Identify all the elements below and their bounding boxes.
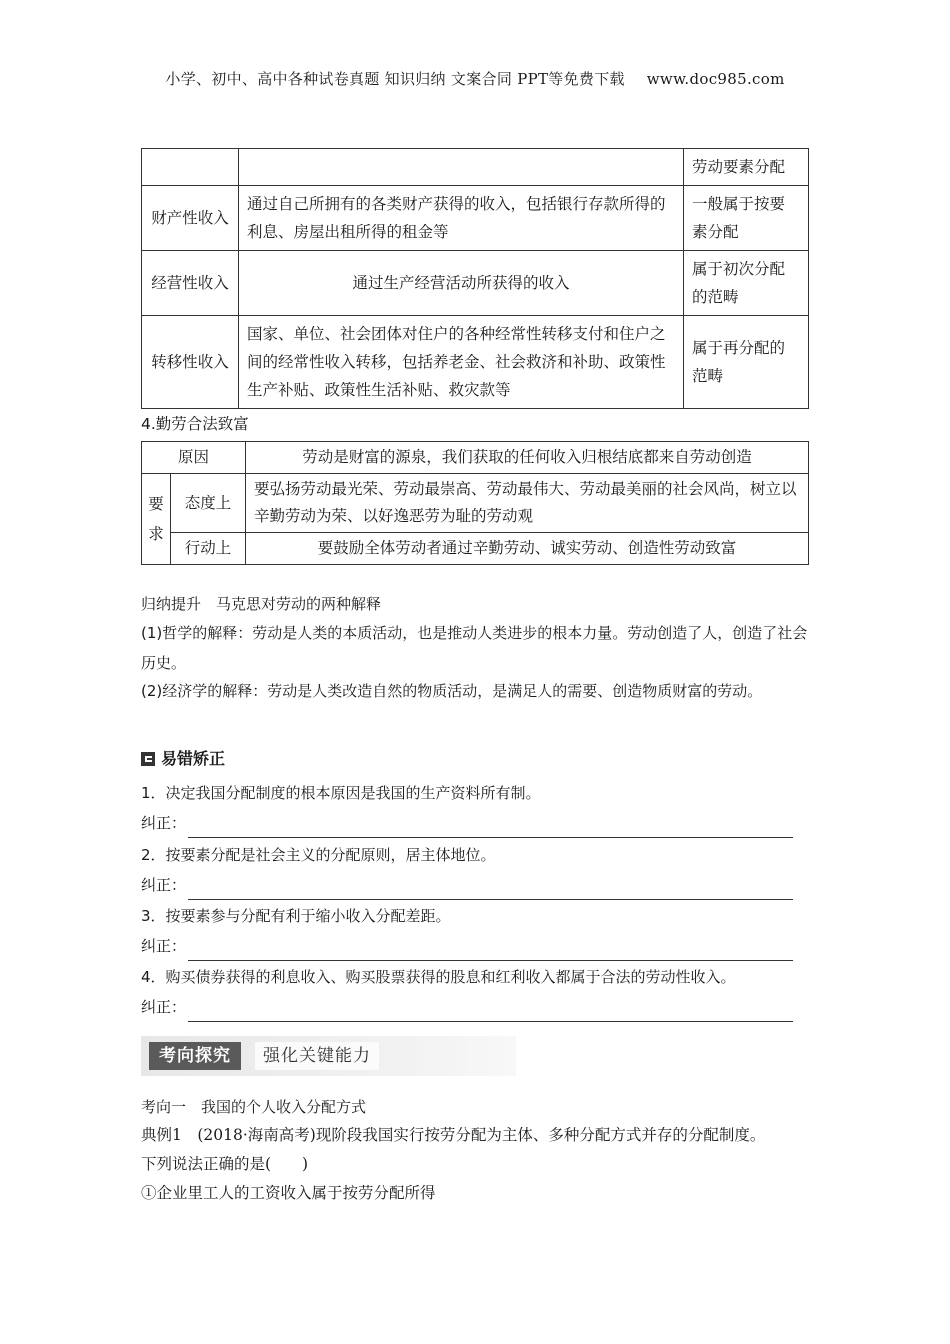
table-row (142, 186, 809, 251)
fix-label: 纠正： (141, 998, 187, 1016)
example-section-title: 考向一 我国的个人收入分配方式 (141, 1098, 367, 1116)
action-label: 行动上 (171, 533, 246, 565)
action-text: 要鼓励全体劳动者通过辛勤劳动、诚实劳动、创造性劳动致富 (246, 533, 809, 565)
fix-label: 纠正： (141, 876, 187, 894)
table-row (142, 316, 809, 409)
table-cell: 转移性收入 (142, 316, 239, 409)
answer-blank[interactable] (188, 817, 793, 838)
table-cell: 通过生产经营活动所获得的收入 (239, 251, 684, 316)
income-table-container (141, 148, 809, 409)
error-item-3: 3．按要素参与分配有利于缩小收入分配差距。 (141, 907, 451, 925)
header-site: www.doc985.com (646, 70, 785, 88)
table-row (142, 149, 809, 186)
errors-heading (141, 744, 809, 774)
table-row (142, 533, 809, 565)
attitude-label: 态度上 (171, 474, 246, 533)
banner-light-label: 强化关键能力 (255, 1042, 379, 1070)
reason-text: 劳动是财富的源泉，我们获取的任何收入归根结底都来自劳动创造 (246, 442, 809, 474)
error-item-1: 1．决定我国分配制度的根本原因是我国的生产资料所有制。 (141, 784, 541, 802)
table-cell (142, 149, 239, 186)
reason-label: 原因 (142, 442, 246, 474)
example-line-1: 典例1 (2018·海南高考)现阶段我国实行按劳分配为主体、多种分配方式并存的分配制度。 (141, 1126, 766, 1144)
summary-item-2: (2)经济学的解释：劳动是人类改造自然的物质活动，是满足人的需要、创造物质财富的劳动。 (141, 682, 763, 700)
summary-title: 归纳提升 马克思对劳动的两种解释 (141, 595, 382, 613)
table-row (142, 474, 809, 533)
fix-line-4 (141, 992, 809, 1022)
table-row (142, 442, 809, 474)
table-cell: 财产性收入 (142, 186, 239, 251)
table-cell: 经营性收入 (142, 251, 239, 316)
answer-blank[interactable] (188, 940, 793, 961)
example-line-2: 下列说法正确的是( ) (141, 1155, 309, 1173)
fix-line-2 (141, 870, 809, 900)
attitude-text: 要弘扬劳动最光荣、劳动最崇高、劳动最伟大、劳动最美丽的社会风尚，树立以辛勤劳动为荣、以好逸恶劳为耻的劳动观 (246, 474, 809, 533)
labor-table (141, 441, 809, 565)
example-body (141, 1121, 809, 1208)
table-cell: 一般属于按要素分配 (684, 186, 809, 251)
errors-title: 易错矫正 (161, 749, 226, 768)
error-item-4: 4．购买债券获得的利息收入、购买股票获得的股息和红利收入都属于合法的劳动性收入。 (141, 968, 736, 986)
banner-dark-label: 考向探究 (149, 1042, 241, 1070)
fix-line-1 (141, 808, 809, 838)
fix-label: 纠正： (141, 937, 187, 955)
correction-icon (141, 752, 155, 766)
section-banner (141, 1036, 516, 1076)
example-line-3: ①企业里工人的工资收入属于按劳分配所得 (141, 1184, 436, 1202)
table-cell (239, 149, 684, 186)
table-row (142, 251, 809, 316)
page-header (0, 68, 950, 89)
answer-blank[interactable] (188, 1001, 793, 1022)
table-cell: 国家、单位、社会团体对住户的各种经常性转移支付和住户之间的经常性收入转移，包括养老金、社会救济和补助、政策性生产补贴、政策性生活补贴、救灾款等 (239, 316, 684, 409)
table-cell: 属于初次分配的范畴 (684, 251, 809, 316)
answer-blank[interactable] (188, 879, 793, 900)
summary-item-1: (1)哲学的解释：劳动是人类的本质活动，也是推动人类进步的根本力量。劳动创造了人，创造了社会历史。 (141, 624, 808, 672)
table-cell: 通过自己所拥有的各类财产获得的收入，包括银行存款所得的利息、房屋出租所得的租金等 (239, 186, 684, 251)
table-cell: 劳动要素分配 (684, 149, 809, 186)
fix-line-3 (141, 931, 809, 961)
requirement-label: 要求 (142, 474, 171, 565)
table-cell: 属于再分配的范畴 (684, 316, 809, 409)
header-text: 小学、初中、高中各种试卷真题 知识归纳 文案合同 PPT等免费下载 (165, 70, 625, 88)
labor-table-container (141, 441, 809, 565)
income-table (141, 148, 809, 409)
fix-label: 纠正： (141, 814, 187, 832)
section-4-title: 4.勤劳合法致富 (141, 415, 249, 433)
error-item-2: 2．按要素分配是社会主义的分配原则，居主体地位。 (141, 846, 496, 864)
